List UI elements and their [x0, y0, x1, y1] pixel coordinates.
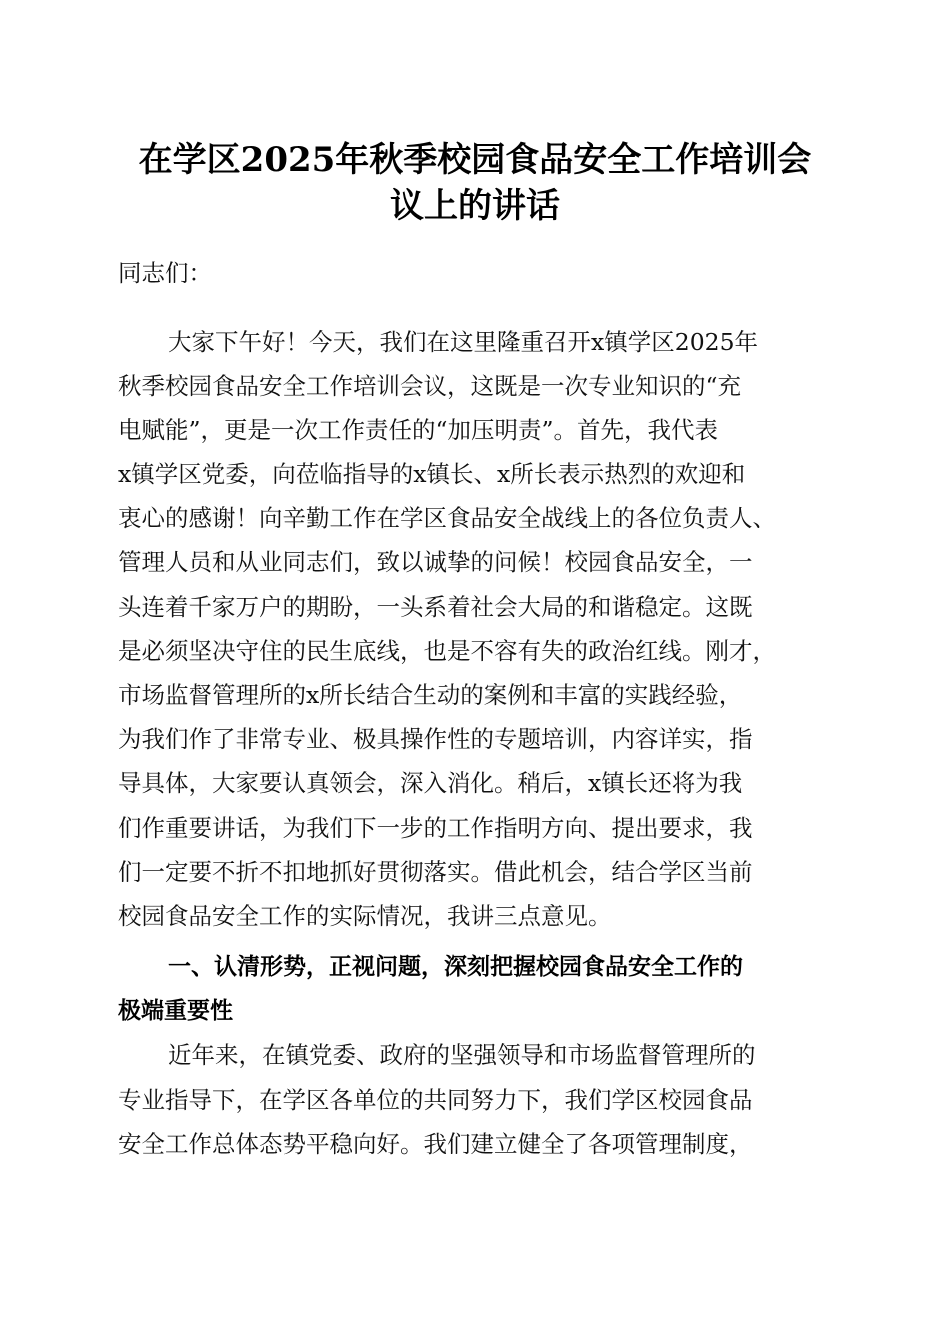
paragraph-1-line-12: 们作重要讲话，为我们下一步的工作指明方向、提出要求，我 [118, 814, 753, 842]
document-title-line-1: 在学区2025年秋季校园食品安全工作培训会 [138, 140, 812, 180]
paragraph-1-line-4: x镇学区党委，向莅临指导的x镇长、x所长表示热烈的欢迎和 [118, 460, 746, 488]
section-heading-1-line-1: 一、认清形势，正视问题，深刻把握校园食品安全工作的 [168, 954, 743, 980]
paragraph-1-line-10: 为我们作了非常专业、极具操作性的专题培训，内容详实，指 [118, 725, 753, 753]
document-title-line-2: 议上的讲话 [390, 186, 560, 226]
paragraph-1-line-1: 大家下午好！今天，我们在这里隆重召开x镇学区2025年 [168, 328, 759, 356]
paragraph-2-line-3: 安全工作总体态势平稳向好。我们建立健全了各项管理制度， [118, 1130, 753, 1158]
paragraph-2-line-1: 近年来，在镇党委、政府的坚强领导和市场监督管理所的 [168, 1041, 756, 1069]
paragraph-1-line-3: 电赋能”，更是一次工作责任的“加压明责”。首先，我代表 [118, 416, 719, 444]
section-heading-1-line-2: 极端重要性 [118, 998, 233, 1024]
paragraph-1-line-6: 管理人员和从业同志们，致以诚挚的问候！校园食品安全，一 [118, 548, 753, 576]
paragraph-1-line-9: 市场监督管理所的x所长结合生动的案例和丰富的实践经验， [118, 681, 743, 709]
paragraph-1-line-5: 衷心的感谢！向辛勤工作在学区食品安全战线上的各位负责人、 [118, 504, 776, 532]
paragraph-1-line-14: 校园食品安全工作的实际情况，我讲三点意见。 [118, 902, 612, 930]
paragraph-1-line-11: 导具体，大家要认真领会，深入消化。稍后，x镇长还将为我 [118, 769, 743, 797]
paragraph-2-line-2: 专业指导下，在学区各单位的共同努力下，我们学区校园食品 [118, 1086, 753, 1114]
paragraph-1-line-8: 是必须坚决守住的民生底线，也是不容有失的政治红线。刚才， [118, 637, 776, 665]
paragraph-1-line-13: 们一定要不折不扣地抓好贯彻落实。借此机会，结合学区当前 [118, 858, 753, 886]
paragraph-1-line-7: 头连着千家万户的期盼，一头系着社会大局的和谐稳定。这既 [118, 593, 753, 621]
paragraph-1-line-2: 秋季校园食品安全工作培训会议，这既是一次专业知识的“充 [118, 372, 742, 400]
salutation: 同志们： [118, 259, 212, 287]
